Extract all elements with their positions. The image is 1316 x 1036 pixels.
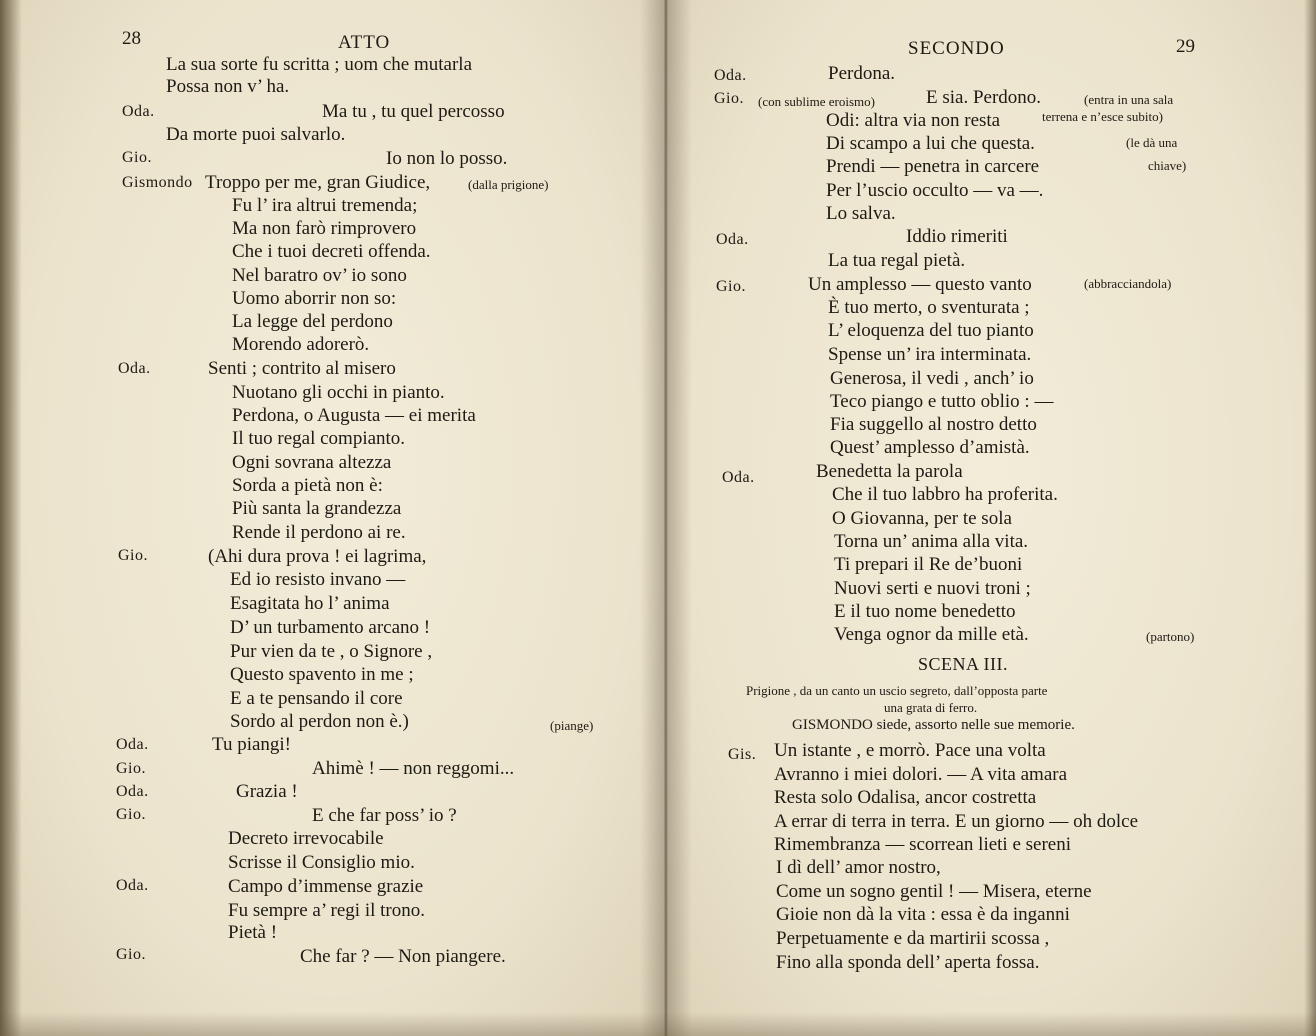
verse-line: Troppo per me, gran Giudice, (205, 172, 431, 193)
verse-line: Resta solo Odalisa, ancor costretta (774, 787, 1037, 808)
speaker-label: Oda. (118, 360, 151, 377)
verse-line: La tua regal pietà. (828, 250, 966, 271)
verse-line: Perdona. (828, 63, 896, 84)
speaker-label: Oda. (116, 877, 149, 894)
verse-line: Un istante , e morrò. Pace una volta (774, 740, 1046, 761)
speaker-label: Gio. (116, 806, 146, 823)
verse-line: A errar di terra in terra. E un giorno — oh dolce (774, 811, 1139, 832)
verse-line: Grazia ! (236, 781, 298, 802)
verse-line: Io non lo posso. (386, 148, 508, 169)
verse-line: Morendo adorerò. (232, 334, 370, 355)
verse-line: Da morte puoi salvarlo. (166, 124, 346, 145)
page-edge-shadow (0, 0, 22, 1036)
running-head: SECONDO (908, 38, 1005, 59)
verse-line: Perdona, o Augusta — ei merita (232, 405, 476, 426)
page-bottom-shadow (0, 1012, 1316, 1036)
verse-line: Teco piango e tutto oblio : — (830, 391, 1054, 412)
verse-line: Lo salva. (826, 203, 896, 224)
verse-line: Questo spavento in me ; (230, 664, 414, 685)
stage-direction: (partono) (1146, 629, 1195, 644)
verse-line: Sorda a pietà non è: (232, 475, 383, 496)
speaker-label: Gio. (116, 946, 146, 963)
speaker-label: Oda. (122, 103, 155, 120)
verse-line: Un amplesso — questo vanto (808, 274, 1032, 295)
speaker-label: Gismondo (122, 174, 193, 191)
verse-line: Fu sempre a’ regi il trono. (228, 900, 425, 921)
verse-line: Pur vien da te , o Signore , (230, 641, 433, 662)
stage-direction: (dalla prigione) (468, 177, 549, 192)
verse-line: Scrisse il Consiglio mio. (228, 852, 415, 873)
verse-line: Spense un’ ira interminata. (828, 344, 1032, 365)
stage-direction: (le dà una (1126, 135, 1178, 150)
verse-line: Generosa, il vedi , anch’ io (830, 368, 1034, 389)
verse-line: Il tuo regal compianto. (232, 428, 406, 449)
verse-line: Come un sogno gentil ! — Misera, eterne (776, 881, 1092, 902)
verse-line: Uomo aborrir non so: (232, 288, 397, 309)
verse-line: Che far ? — Non piangere. (300, 946, 506, 967)
right-page (666, 0, 1316, 1036)
verse-line: Ti prepari il Re de’buoni (834, 554, 1023, 575)
stage-direction: (con sublime eroismo) (758, 94, 875, 109)
page-number: 29 (1176, 36, 1195, 57)
speaker-label: Oda. (714, 67, 747, 84)
verse-line: Avranno i miei dolori. — A vita amara (774, 764, 1068, 785)
verse-line: Iddio rimeriti (906, 226, 1008, 247)
verse-line: Possa non v’ ha. (166, 76, 290, 97)
page-number: 28 (122, 28, 141, 49)
verse-line: Nuovi serti e nuovi troni ; (834, 578, 1031, 599)
verse-line: Pietà ! (228, 922, 278, 943)
speaker-label: Gis. (728, 746, 757, 763)
stage-direction: (abbracciandola) (1084, 276, 1172, 291)
verse-line: Ogni sovrana altezza (232, 452, 392, 473)
verse-line: E sia. Perdono. (926, 87, 1042, 108)
speaker-label: Gio. (116, 760, 146, 777)
verse-line: E che far poss’ io ? (312, 805, 457, 826)
verse-line: Campo d’immense grazie (228, 876, 424, 897)
verse-line: Più santa la grandezza (232, 498, 402, 519)
stage-direction: (entra in una sala (1084, 92, 1174, 107)
verse-line: Fino alla sponda dell’ aperta fossa. (776, 952, 1040, 973)
verse-line: Odi: altra via non resta (826, 110, 1001, 131)
speaker-label: Oda. (716, 231, 749, 248)
verse-line: Rende il perdono ai re. (232, 522, 406, 543)
verse-line: Tu piangi! (212, 734, 292, 755)
verse-line: Fu l’ ira altrui tremenda; (232, 195, 418, 216)
verse-line: Venga ognor da mille età. (834, 624, 1029, 645)
verse-line: O Giovanna, per te sola (832, 508, 1012, 529)
stage-direction: chiave) (1148, 158, 1187, 173)
scene-direction: GISMONDO siede, assorto nelle sue memorie. (792, 717, 1075, 733)
speaker-label: Oda. (116, 736, 149, 753)
book-gutter (640, 0, 692, 1036)
speaker-label: Gio. (716, 278, 746, 295)
verse-line: Fia suggello al nostro detto (830, 414, 1037, 435)
verse-line: (Ahi dura prova ! ei lagrima, (208, 546, 427, 567)
scene-direction: una grata di ferro. (884, 700, 978, 715)
verse-line: Nuotano gli occhi in pianto. (232, 382, 445, 403)
speaker-label: Oda. (722, 469, 755, 486)
verse-line: Perpetuamente e da martirii scossa , (776, 928, 1050, 949)
verse-line: Ahimè ! — non reggomi... (312, 758, 515, 779)
verse-line: Ma non farò rimprovero (232, 218, 417, 239)
verse-line: Ma tu , tu quel percosso (322, 101, 505, 122)
verse-line: Decreto irrevocabile (228, 828, 384, 849)
verse-line: Nel baratro ov’ io sono (232, 265, 407, 286)
verse-line: Gioie non dà la vita : essa è da inganni (776, 904, 1070, 925)
page-edge-shadow (1304, 0, 1316, 1036)
verse-line: La sua sorte fu scritta ; uom che mutarla (166, 54, 473, 75)
scene-title: SCENA III. (918, 654, 1008, 674)
stage-direction: (piange) (550, 718, 594, 733)
speaker-label: Gio. (118, 547, 148, 564)
verse-line: È tuo merto, o sventurata ; (828, 297, 1030, 318)
verse-line: Per l’uscio occulto — va —. (826, 180, 1044, 201)
verse-line: La legge del perdono (232, 311, 393, 332)
verse-line: Rimembranza — scorrean lieti e sereni (774, 834, 1072, 855)
verse-line: L’ eloquenza del tuo pianto (828, 320, 1034, 341)
verse-line: D’ un turbamento arcano ! (230, 617, 431, 638)
verse-line: Che i tuoi decreti offenda. (232, 241, 431, 262)
verse-line: Che il tuo labbro ha proferita. (832, 484, 1058, 505)
verse-line: Benedetta la parola (816, 461, 963, 482)
speaker-label: Gio. (122, 149, 152, 166)
verse-line: Quest’ amplesso d’amistà. (830, 437, 1030, 458)
scene-direction: Prigione , da un canto un uscio segreto, dall’opposta parte (746, 683, 1048, 698)
verse-line: Ed io resisto invano — (230, 569, 406, 590)
stage-direction: terrena e n’esce subito) (1042, 109, 1163, 124)
verse-line: Prendi — penetra in carcere (826, 156, 1040, 177)
speaker-label: Gio. (714, 90, 744, 107)
verse-line: Senti ; contrito al misero (208, 358, 396, 379)
verse-line: Torna un’ anima alla vita. (834, 531, 1029, 552)
verse-line: Sordo al perdon non è.) (230, 711, 409, 732)
running-head: ATTO (338, 32, 391, 53)
verse-line: E il tuo nome benedetto (834, 601, 1016, 622)
verse-line: Esagitata ho l’ anima (230, 593, 390, 614)
speaker-label: Oda. (116, 783, 149, 800)
verse-line: E a te pensando il core (230, 688, 403, 709)
verse-line: I dì dell’ amor nostro, (776, 857, 941, 878)
verse-line: Di scampo a lui che questa. (826, 133, 1035, 154)
